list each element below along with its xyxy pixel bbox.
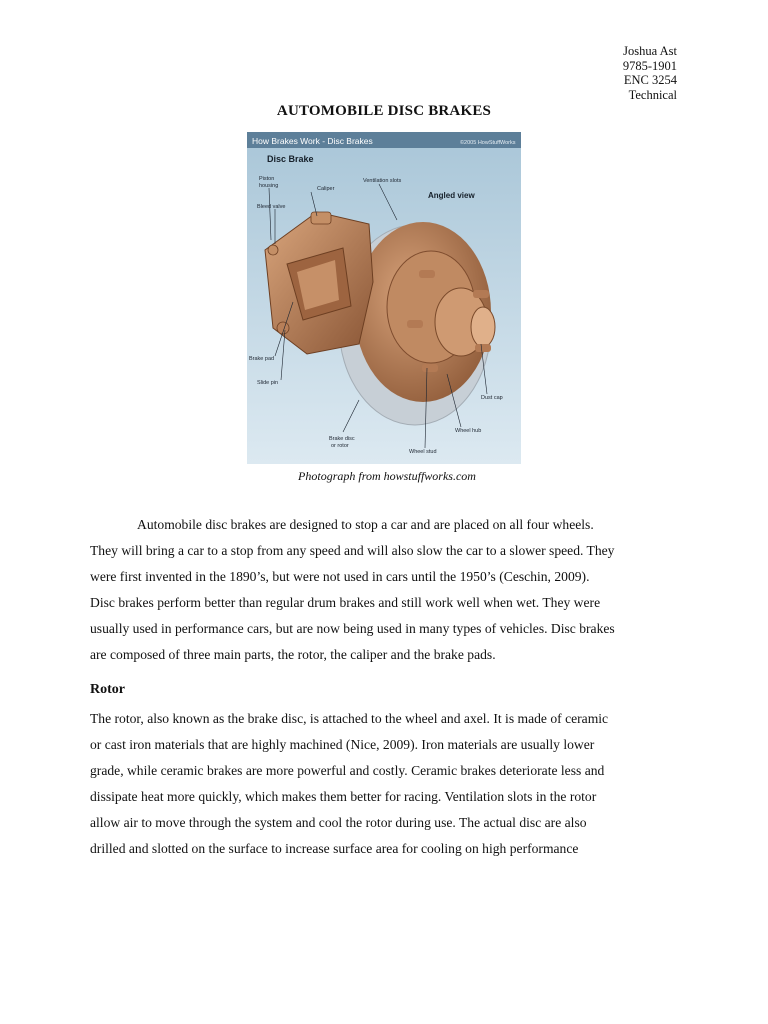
disc-brake-illustration bbox=[247, 132, 521, 464]
document-title: AUTOMOBILE DISC BRAKES bbox=[276, 103, 492, 119]
wheel-stud bbox=[407, 320, 423, 328]
intro-line: are composed of three main parts, the rotor, the caliper and the brake pads. bbox=[90, 647, 496, 662]
label-bleed-valve: Bleed valve bbox=[257, 204, 286, 210]
label-wheel-stud: Wheel stud bbox=[409, 449, 437, 455]
label-brake-disc: Brake disc bbox=[329, 436, 355, 442]
course-code: ENC 3254 bbox=[623, 73, 677, 87]
dust-cap bbox=[471, 307, 495, 347]
disc-brake-diagram bbox=[247, 132, 521, 464]
intro-line: They will bring a car to a stop from any speed and will also slow the car to a slower speed. They bbox=[90, 543, 615, 558]
wheel-stud bbox=[473, 290, 489, 298]
figure-copyright: ©2005 HowStuffWorks bbox=[460, 140, 516, 146]
intro-paragraph bbox=[90, 512, 680, 668]
label-brake-disc: or rotor bbox=[331, 443, 349, 449]
view-label: Angled view bbox=[428, 191, 475, 200]
student-id: 9785-1901 bbox=[622, 58, 677, 73]
wheel-stud bbox=[475, 344, 491, 352]
intro-line: were first invented in the 1890’s, but were not used in cars until the 1950’s (Ceschin, 2009). bbox=[90, 569, 590, 584]
label-piston-housing: Piston bbox=[259, 176, 275, 182]
label-slide-pin: Slide pin bbox=[257, 380, 279, 386]
intro-line: Disc brakes perform better than regular drum brakes and still work well when wet. They were bbox=[90, 595, 601, 610]
label-dust-cap: Dust cap bbox=[481, 395, 503, 401]
rotor-line: The rotor, also known as the brake disc, is attached to the wheel and axel. It is made of ceramic bbox=[90, 711, 609, 726]
label-ventilation-slots: Ventilation slots bbox=[363, 178, 402, 184]
label-piston-housing: housing bbox=[259, 183, 279, 189]
author-header bbox=[623, 44, 677, 102]
intro-line: Automobile disc brakes are designed to stop a car and are placed on all four wheels. bbox=[137, 517, 594, 532]
bleed-valve-nub bbox=[268, 245, 278, 255]
caliper-mount bbox=[311, 212, 331, 224]
wheel-stud bbox=[422, 364, 438, 372]
rotor-line: dissipate heat more quickly, which makes them better for racing. Ventilation slots in the rotor bbox=[90, 789, 597, 804]
intro-line: usually used in performance cars, but are now being used in many types of vehicles. Disc brakes bbox=[90, 621, 615, 636]
author-name: Joshua Ast bbox=[623, 44, 677, 58]
rotor-line: grade, while ceramic brakes are more powerful and costly. Ceramic brakes deteriorate less and bbox=[90, 763, 605, 778]
document-type: Technical bbox=[628, 87, 677, 102]
label-wheel-hub: Wheel hub bbox=[455, 428, 482, 434]
figure-banner: How Brakes Work - Disc Brakes bbox=[252, 136, 373, 146]
rotor-paragraph bbox=[90, 706, 680, 862]
label-caliper: Caliper bbox=[317, 186, 335, 192]
rotor-heading: Rotor bbox=[90, 682, 125, 697]
wheel-stud bbox=[419, 270, 435, 278]
rotor-line: allow air to move through the system and cool the rotor during use. The actual disc are also bbox=[90, 815, 587, 830]
rotor-line: drilled and slotted on the surface to increase surface area for cooling on high performance bbox=[90, 841, 579, 856]
figure-caption: Photograph from howstuffworks.com bbox=[298, 469, 476, 483]
label-brake-pad: Brake pad bbox=[249, 356, 275, 362]
figure-subtitle: Disc Brake bbox=[267, 154, 314, 164]
rotor-line: or cast iron materials that are highly machined (Nice, 2009). Iron materials are usually lower bbox=[90, 737, 595, 752]
